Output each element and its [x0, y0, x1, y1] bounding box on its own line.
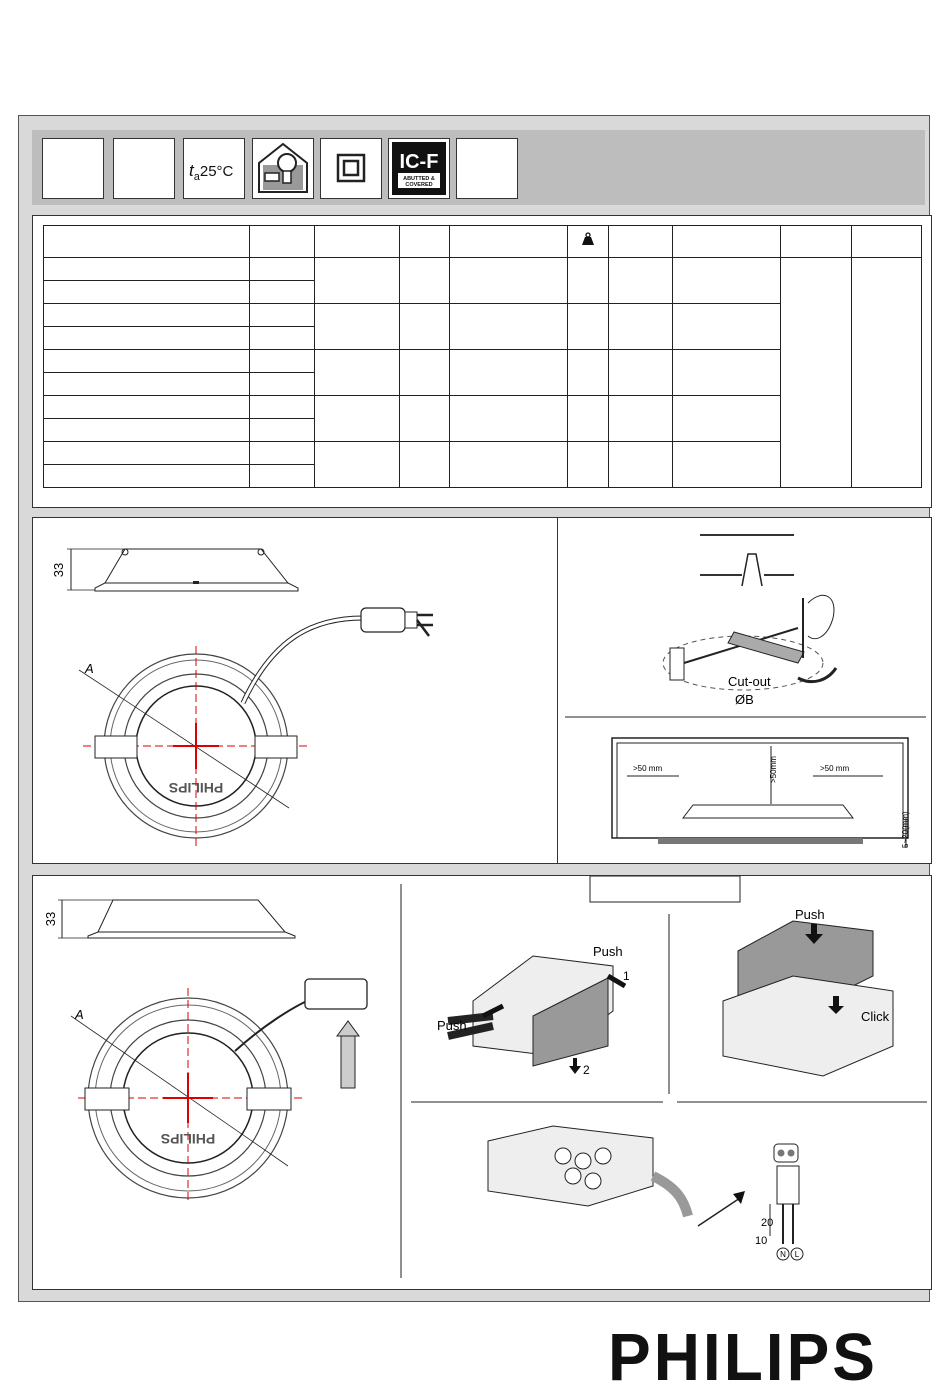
ic-f-title: IC-F	[399, 151, 439, 173]
philips-logo: PHILIPS	[608, 1319, 878, 1395]
ic-f-icon	[388, 138, 450, 199]
cutout-diameter: ØB	[735, 692, 754, 707]
clearance-side: 5~20(mm)	[901, 811, 910, 848]
height-dimension: 33	[51, 562, 66, 578]
fixture-plug-panel	[32, 517, 558, 864]
diameter-label: A	[85, 661, 94, 676]
strip-length-20: 20	[761, 1217, 774, 1229]
indoor-use-icon	[252, 138, 314, 199]
strip-length-10: 10	[755, 1235, 768, 1247]
spec-table	[43, 225, 922, 488]
class-ii-icon	[320, 138, 382, 199]
clearance-left: >50 mm	[633, 764, 663, 773]
fixture-connector-panel	[32, 875, 932, 1290]
table-row	[44, 258, 922, 281]
blank-icon-1	[42, 138, 104, 199]
step-2-label: 2	[583, 1063, 590, 1077]
live-label: L	[794, 1250, 800, 1259]
svg-text:COVERED: COVERED	[405, 182, 433, 188]
click-label: Click	[861, 1009, 890, 1024]
push-left-label: Push	[437, 1018, 467, 1033]
svg-text:PHILIPS: PHILIPS	[160, 1131, 216, 1147]
weight-icon	[568, 226, 609, 258]
height-dimension-2: 33	[43, 911, 58, 927]
blank-icon-3	[456, 138, 518, 199]
blank-icon-2	[113, 138, 175, 199]
push-top-label: Push	[795, 907, 825, 922]
step-1-label: 1	[623, 969, 630, 983]
clearance-top: >50mm	[769, 756, 778, 783]
svg-text:ABUTTED &: ABUTTED &	[403, 176, 435, 182]
neutral-label: N	[780, 1250, 786, 1259]
clearance-right: >50 mm	[820, 764, 850, 773]
cutout-label: Cut-out	[728, 674, 771, 689]
diameter-label-2: A	[75, 1007, 84, 1022]
ambient-temp-icon: $t_a25^\circ C$	[183, 138, 245, 199]
svg-text:PHILIPS: PHILIPS	[168, 780, 224, 796]
cutout-panel	[557, 517, 932, 864]
push-right-label: Push	[593, 944, 623, 959]
